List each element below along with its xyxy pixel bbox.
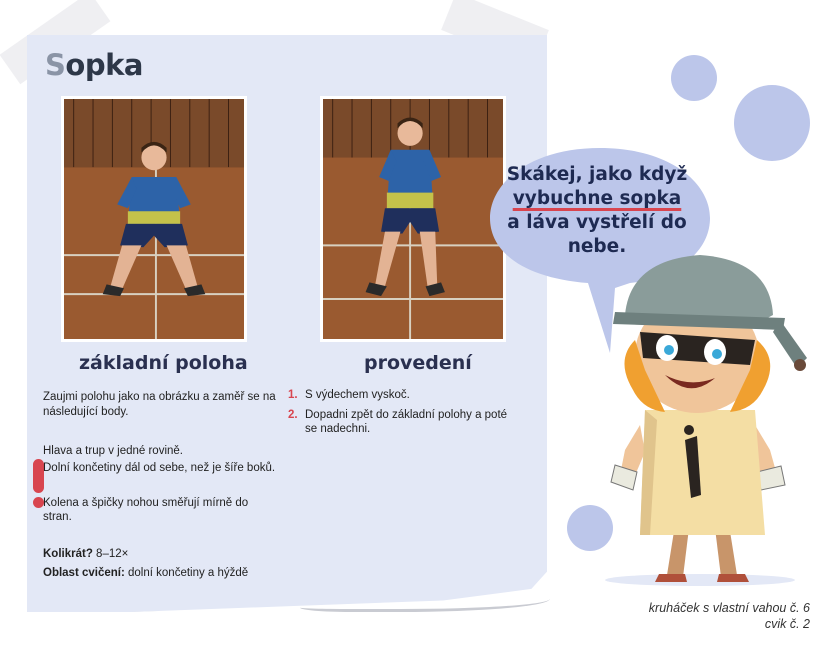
- decorative-dot: [734, 85, 810, 161]
- heading-basic-position: základní poloha: [79, 352, 248, 374]
- intro-text: Zaujmi polohu jako na obrázku a zaměř se na následující body.: [43, 391, 276, 418]
- area-label: Oblast cvičení:: [43, 567, 125, 579]
- decorative-dot: [671, 55, 717, 101]
- bubble-highlight: vybuchne sopka: [512, 188, 682, 209]
- footer-line-1: kruháček s vlastní vahou č. 6: [648, 601, 810, 615]
- step-number: 1.: [288, 389, 298, 401]
- bubble-line-1: Skákej, jako když: [506, 164, 688, 185]
- photo-basic-position: [61, 96, 247, 342]
- footer-line-2: cvik č. 2: [764, 617, 810, 631]
- page-title: Sopka: [45, 48, 143, 82]
- mascot-illustration: [585, 240, 820, 590]
- step-text: Dopadni zpět do základní polohy a poté se nadechni.: [305, 409, 508, 435]
- reps-value: 8–12×: [96, 548, 129, 560]
- repetitions-info: [43, 547, 128, 562]
- step-text: S výdechem vyskoč.: [305, 389, 410, 401]
- heading-execution: provedení: [364, 352, 472, 374]
- step-number: 2.: [288, 409, 298, 421]
- list-item: Dolní končetiny dál od sebe, než je šíře boků.: [43, 462, 276, 474]
- footer-caption: [649, 600, 810, 632]
- list-item: Kolena a špičky nohou směřují mírně do stran.: [43, 497, 249, 523]
- area-value: dolní končetiny a hýždě: [128, 567, 249, 579]
- bubble-line-3: a láva vystřelí do nebe.: [507, 212, 687, 257]
- boy-squat-photo-image: [64, 99, 244, 339]
- list-item: Hlava a trup v jedné rovině.: [43, 445, 183, 457]
- card-curl-shadow: [300, 590, 550, 612]
- step-item: [288, 408, 518, 436]
- exercise-area-info: [43, 566, 248, 581]
- reps-label: Kolikrát?: [43, 548, 93, 560]
